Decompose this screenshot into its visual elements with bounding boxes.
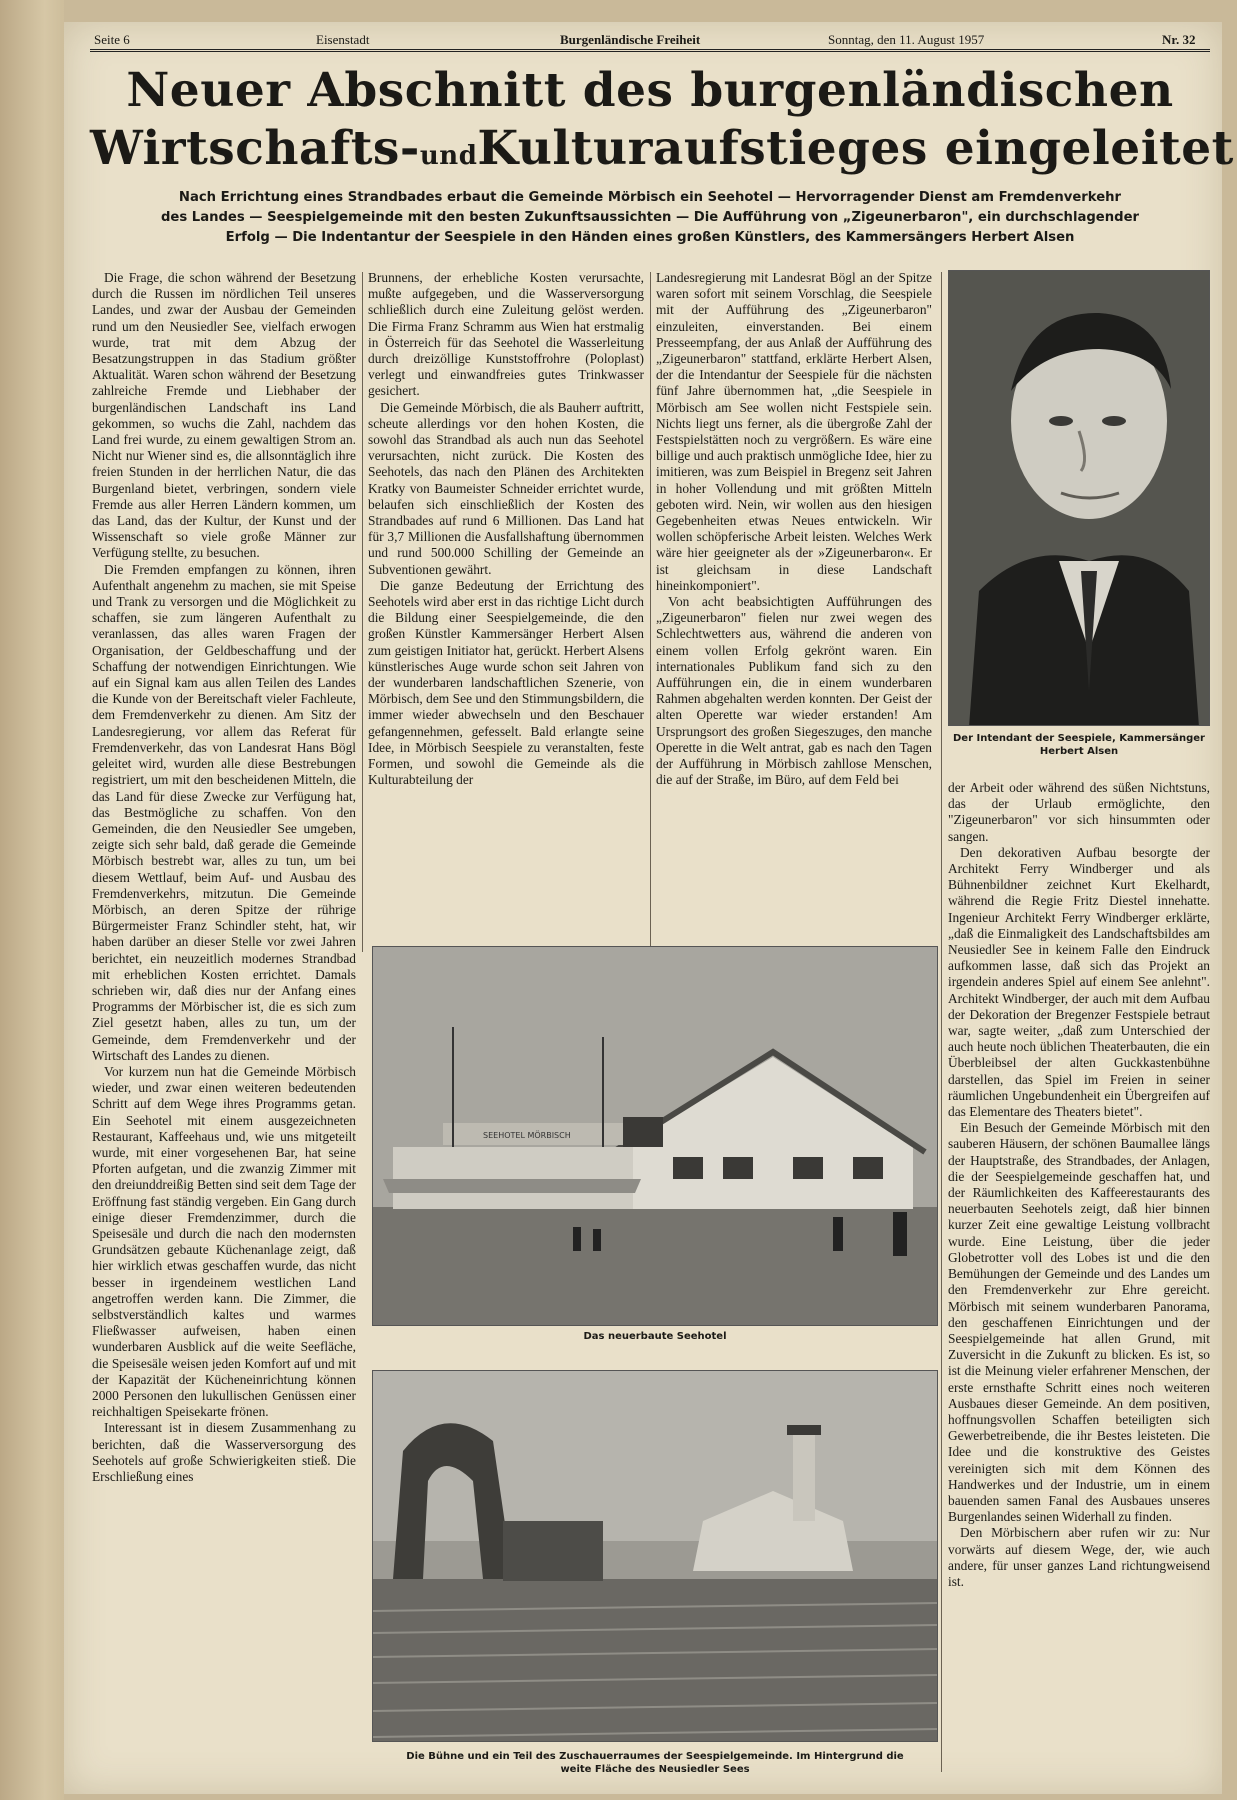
paragraph: Brunnens, der erhebliche Kosten verursachte, mußte aufgegeben, und die Wasserversorgung schließlich durch eine Zuleitung gelöst werden. Die Firma Franz Schramm aus Wien hat erstmalig in Österreich für das Seehotel die Wasserleitung durch dreizöllige Kunststoffrohre (Poloplast) verlegt und einwandfreies gutes Trinkwasser gesichert. [368,270,644,399]
headline-line-1: Neuer Abschnitt des burgenländischen [126,63,1174,118]
stage-illustration [373,1371,938,1742]
article-column-1 [92,270,356,1788]
issue-number: Nr. 32 [1162,32,1196,47]
hotel-caption: Das neuerbaute Seehotel [583,1331,727,1342]
stage-caption: Die Bühne und ein Teil des Zuschauerraumes der Seespielgemeinde. Im Hintergrund die weite Fläche des Neusiedler Sees [406,1751,904,1775]
hotel-illustration [373,947,938,1326]
paragraph: Von acht beabsichtigten Aufführungen des „Zigeunerbaron" fielen nur zwei wegen des Schlechtwetters aus, während die anderen von einem vollen Erfolg gekrönt waren. Ein internationales Publikum fand sich zu den Aufführungen ein, die in einem wunderbaren Rahmen abgehalten werden konnten. Der Geist der alten Operette war wieder erstanden! Am Ursprungsort des großen Siegeszuges, den manche Operette in die Welt antrat, gab es nach den Tagen der Aufführung in Mörbisch zahllose Menschen, die auf der Straße, im Büro, auf dem Feld bei [656,594,932,788]
subheadline [90,188,1210,248]
portrait-caption: Der Intendant der Seespiele, Kammersänger Herbert Alsen [953,733,1205,757]
paragraph: Den Mörbischern aber rufen wir zu: Nur vorwärts auf diesem Wege, der, wie auch andere, für unser ganzes Land richtungweisend ist. [948,1525,1210,1589]
page-number: Seite 6 [94,32,130,47]
masthead [90,30,1210,52]
subheadline-line-3: Erfolg — Die Indentantur der Seespiele in den Händen eines großen Künstlers, des Kammersängers Herbert Alsen [225,230,1075,245]
paragraph: der Arbeit oder während des süßen Nichtstuns, das der Urlaub ermöglichte, den "Zigeunerbaron" vor sich hinsummten oder sangen. [948,780,1210,844]
paragraph: Interessant ist in diesem Zusammenhang zu berichten, daß die Wasserversorgung des Seehotels auf große Schwierigkeiten stieß. Die Erschließung eines [92,1420,356,1485]
paragraph: Den dekorativen Aufbau besorgte der Architekt Ferry Windberger und als Bühnenbildner zeichnet Kurt Ekelhardt, während die Regie Fritz Diestel innehatte. Ingenieur Architekt Ferry Windberger erklärte, „daß die Einmaligkeit des Landschaftsbildes am Neusiedler See in keinem Falle den Eindruck aufkommen lasse, daß sich das Projekt an irgendein anderes Spiel auf einem See anlehnt". Architekt Windberger, der auch mit dem Aufbau der Dekoration der Bregenzer Festspiele betraut war, sagte weiter, „daß zum Unterschied der auch heute noch üblichen Theaterbauten, die ein Überbleibsel der alten Guckkastenbühne darstellen, das Spiel im Freien in seiner räumlichen Ungebundenheit ein Übergreifen auf das Elementare des Theaters bietet". [948,844,1210,1120]
subheadline-line-2: des Landes — Seespielgemeinde mit den besten Zukunftsaussichten — Die Aufführung von „Zigeunerbaron", ein durchschlagender [160,210,1140,225]
hotel-photo [372,946,938,1326]
paragraph: Vor kurzem nun hat die Gemeinde Mörbisch wieder, und zwar einen weiteren bedeutenden Schritt auf dem Wege ihres Programms getan. Ein Seehotel mit einem ausgezeichneten Restaurant, Kaffeehaus und, wie uns mitgeteilt wurde, mit einer vorgesehenen Bar, hat seine Pforten aufgetan, und die zwanzig Zimmer mit den dreiunddreißig Betten sind seit dem Tage der Eröffnung fast ständig vergeben. Ein Gang durch einige dieser Fremdenzimmer, durch die Speisesäle und durch die nach den modernsten Grundsätzen gebaute Küchenanlage zeigt, daß hier wirklich etwas geschaffen wurde, das nicht besser in irgendeinem westlichen Land angetroffen werden kann. Die Zimmer, die selbstverständlich kaltes und warmes Fließwasser aufweisen, haben einen wunderbaren Ausblick auf die weite Seefläche, die Speisesäle weisen jeden Komfort auf und mit der Kapazität der Kücheneinrichtung können 2000 Personen den lukullischen Genüssen einer reichhaltigen Speisekarte frönen. [92,1063,356,1420]
article-column-2 [368,270,644,960]
column-rule [362,272,363,952]
portrait-illustration [949,271,1210,726]
headline [90,62,1234,185]
paragraph: Landesregierung mit Landesrat Bögl an der Spitze waren sofort mit seinem Vorschlag, die Seespiele mit der Aufführung des „Zigeunerbaron" einzuleiten, einverstanden. Bei einem Presseempfang, der aus Anlaß der Aufführung des „Zigeunerbaron" stattfand, erklärte Herbert Alsen, der die Intendantur der Seespiele für die nächsten fünf Jahre übernommen hat, „die Seespiele in Mörbisch am See wollen nicht Festspiele sein. Nichts liegt uns ferner, als die übergroße Zahl der Festspielstätten noch zu vergrößern. Es wäre eine billige und auch praktisch unmögliche Idee, hier zu imitieren, was zum Beispiel in Bregenz seit Jahren in hoher Vollendung und mit größten Mitteln geboten wird. Nein, wir wollen aus den hiesigen Gegebenheiten etwas Neues entwickeln. Wir wollen schöpferische Arbeit leisten. Welches Werk wäre hier geeigneter als der »Zigeunerbaron«. Er ist gleichsam in diese Landschaft hineinkomponiert". [656,270,932,593]
stage-photo [372,1370,938,1742]
paper-name: Burgenländische Freiheit [560,32,701,47]
column-rule [650,272,651,952]
paragraph: Die ganze Bedeutung der Errichtung des Seehotels wird aber erst in das richtige Licht durch die Bildung einer Seespielgemeinde, die den großen Künstler Kammersänger Herbert Alsen zum geistigen Initiator hat, gerückt. Herbert Alsens künstlerisches Auge wurde schon seit Jahren von der wunderbaren landschaftlichen Szenerie, von Mörbisch, dem See und den Stimmungsbildern, die immer wieder abwechseln und den Beschauer gefangennehmen, gefesselt. Bald erlangte seine Idee, in Mörbisch Seespiele zu veranstalten, feste Formen, und sowohl die Gemeinde als die Kulturabteilung der [368,577,644,788]
paragraph: Die Gemeinde Mörbisch, die als Bauherr auftritt, scheute allerdings vor den hohen Kosten, die sowohl das Strandbad als auch nun das Seehotel verursachten, nicht zurück. Die Kosten des Seehotels, das nach den Plänen des Architekten Kratky von Baumeister Schneider errichtet wurde, belaufen sich einschließlich der Kosten des Strandbades auf rund 6 Millionen. Das Land hat für 3,7 Millionen die Ausfallshaftung übernommen und rund 500.000 Schilling der Gemeinde an Subventionen gewährt. [368,399,644,577]
scan-edge [0,0,64,1800]
article-column-3 [656,270,932,960]
headline-line-2: Wirtschafts-undKulturaufstieges eingeleitet [90,121,1234,176]
portrait-photo [948,270,1210,726]
hotel-sign: SEEHOTEL MÖRBISCH [483,1131,571,1140]
issue-date: Sonntag, den 11. August 1957 [828,32,985,47]
subheadline-line-1: Nach Errichtung eines Strandbades erbaut die Gemeinde Mörbisch ein Seehotel — Hervorragender Dienst am Fremdenverkehr [178,190,1122,205]
paragraph: Die Frage, die schon während der Besetzung durch die Russen im nördlichen Teil unseres Landes, und zwar der Ausbau der Gemeinden rund um den Neusiedler See, vielfach erwogen wurde, trat mit dem Abzug der Besatzungstruppen in das Stadium größter Aktualität. Waren schon während der Besetzung zahlreiche Fremde und Liebhaber der burgenländischen Landschaft ins Land gekommen, so wuchs die Zahl, nachdem das Land frei wurde, zu einem gewaltigen Strom an. Nicht nur Wiener sind es, die allsonntäglich ihre freien Stunden in der herrlichen Natur, die das Burgenland bietet, verbringen, sondern viele Fremde aus aller Herren Ländern kommen, um das Land, das der Kultur, der Kunst und der Wissenschaft so viele große Männer zur Verfügung stellte, zu besuchen. [92,270,356,561]
column-rule [941,272,942,1772]
article-column-4 [948,780,1210,1790]
paragraph: Die Fremden empfangen zu können, ihren Aufenthalt angenehm zu machen, sie mit Speise und Trank zu versorgen und die Möglichkeit zu schaffen, sie zum längeren Aufenthalt zu veranlassen, das alles waren Fragen der Organisation, der Geldbeschaffung und der Schaffung der notwendigen Einrichtungen. Wie auf ein Signal kam aus allen Teilen des Landes die Kunde von der Bereitschaft vieler Fachleute, dem Fremdenverkehr zu dienen. Am Sitz der Landesregierung, vor allem das Referat für Fremdenverkehr, das von Landesrat Hans Bögl geleitet wird, wurden alle diese Bestrebungen registriert, um mit den bescheidenen Mitteln, die das Land für diese Zwecke zur Verfügung hat, das Bestmögliche zu schaffen. Von den Gemeinden, die den Neusiedler See umgeben, zeigte sich sehr bald, daß gerade die Gemeinde Mörbisch bestrebt war, alles zu tun, um bei diesem Wettlauf, beim Auf- und Ausbau des Fremdenverkehrs, mitzutun. Die Gemeinde Mörbisch, an deren Spitze der rührige Bürgermeister Franz Schindler steht, hat, wir haben darüber an dieser Stelle vor zwei Jahren berichtet, ein neuzeitlich modernes Strandbad mit erheblichen Kosten errichtet. Damals schrieben wir, daß dies nur der Anfang eines Programms der Mörbischer ist, die es sich zum Ziel gesetzt haben, alles zu tun, um der Gemeinde, dem Fremdenverkehr und der Wirtschaft des Landes zu dienen. [92,561,356,1063]
place: Eisenstadt [316,32,370,47]
paragraph: Ein Besuch der Gemeinde Mörbisch mit den sauberen Häusern, der schönen Baumallee längs der Hauptstraße, des Strandbades, der Anlagen, die der Seespielgemeinde geschaffen hat, und der Räumlichkeiten des Kaffeerestaurants des neuerbauten Seehotels zeigt, daß hier binnen kurzer Zeit eine gewaltige Leistung vollbracht wurde. Eine Leistung, über die jeder Globetrotter voll des Lobes ist und die den Bemühungen der Gemeinde und des Landes um den Fremdenverkehr zur Ehre gereicht. Mörbisch mit seinem wunderbaren Panorama, den geschaffenen Einrichtungen und der Seespielgemeinde hat allen Grund, mit Zuversicht in die Zukunft zu blicken. Es ist, so ist die Meinung vieler erfahrener Menschen, der erste ernsthafte Schritt eines noch weiteren Ausbaues dieser Gemeinde. An dem positiven, hoffnungsvollen Schaffen beteiligten sich Gewerbetreibende, die ihr Bestes leisteten. Die Idee und die konstruktive des Geistes vereinigten sich mit dem Können des Handwerkes und der Industrie, um in einem bauenden samen Fanal des Ausbaues unseres Burgenlandes seinen Widerhall zu finden. [948,1120,1210,1525]
